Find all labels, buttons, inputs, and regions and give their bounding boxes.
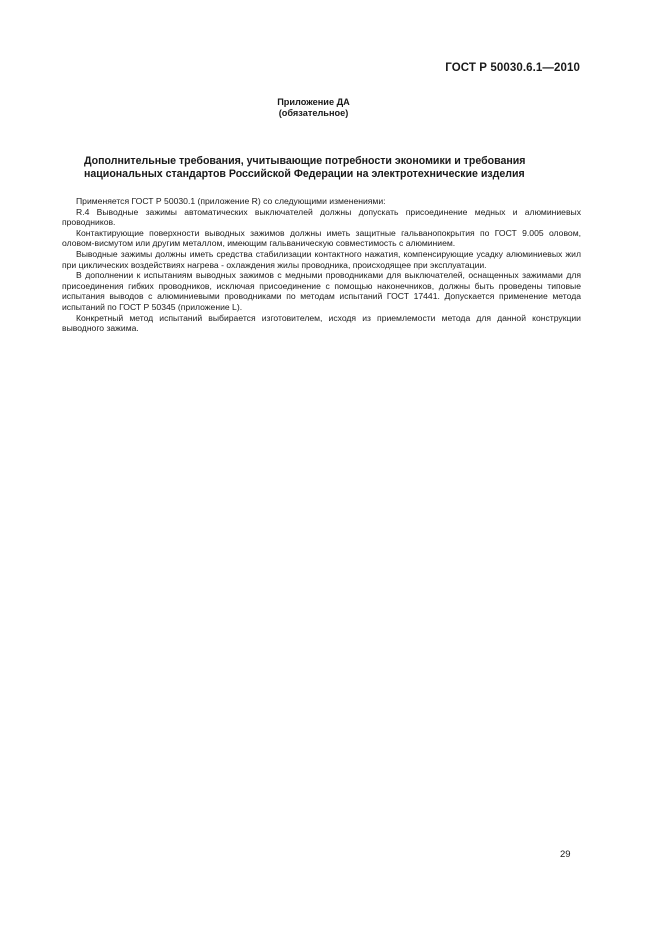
paragraph: Контактирующие поверхности выводных зажимов должны иметь защитные гальванопокрытия по ГОСТ 9.005 оловом, оловом-висмутом или другим металлом, имеющим гальваническую совместимость с алюминием. [62, 227, 581, 249]
paragraph: Выводные зажимы должны иметь средства стабилизации контактного нажатия, компенсирующие усадку алюминиевых жил при циклических воздействиях нагрева - охлаждения жилы проводника, происходящее при эксплуатации. [62, 248, 581, 270]
paragraph: R.4 Выводные зажимы автоматических выключателей должны допускать присоединение медных и алюминиевых проводников. [62, 206, 581, 228]
annex-title-line: национальных стандартов Российской Федерации на электротехнические изделия [84, 168, 525, 180]
page-number: 29 [560, 849, 571, 860]
standard-code-header: ГОСТ Р 50030.6.1—2010 [445, 62, 580, 74]
body-text [62, 196, 581, 334]
paragraph: Конкретный метод испытаний выбирается изготовителем, исходя из приемлемости метода для данной конструкции выводного зажима. [62, 312, 581, 334]
annex-label: Приложение ДА [277, 97, 350, 107]
annex-title-line: Дополнительные требования, учитывающие потребности экономики и требования [84, 155, 526, 167]
annex-heading [0, 97, 661, 119]
annex-title [84, 155, 584, 181]
annex-status: (обязательное) [278, 108, 349, 118]
paragraph: Применяется ГОСТ Р 50030.1 (приложение R) со следующими изменениями: [76, 196, 386, 206]
paragraph: В дополнении к испытаниям выводных зажимов с медными проводниками для выключателей, оснащенных зажимами для присоединения гибких проводников, исключая присоединение с помощью наконечников, должны быть проведены типовые испытания выводов с алюминиевыми проводниками по методам испытаний ГОСТ 17441. Допускается применение метода испытаний по ГОСТ Р 50345 (приложение L). [62, 270, 581, 312]
